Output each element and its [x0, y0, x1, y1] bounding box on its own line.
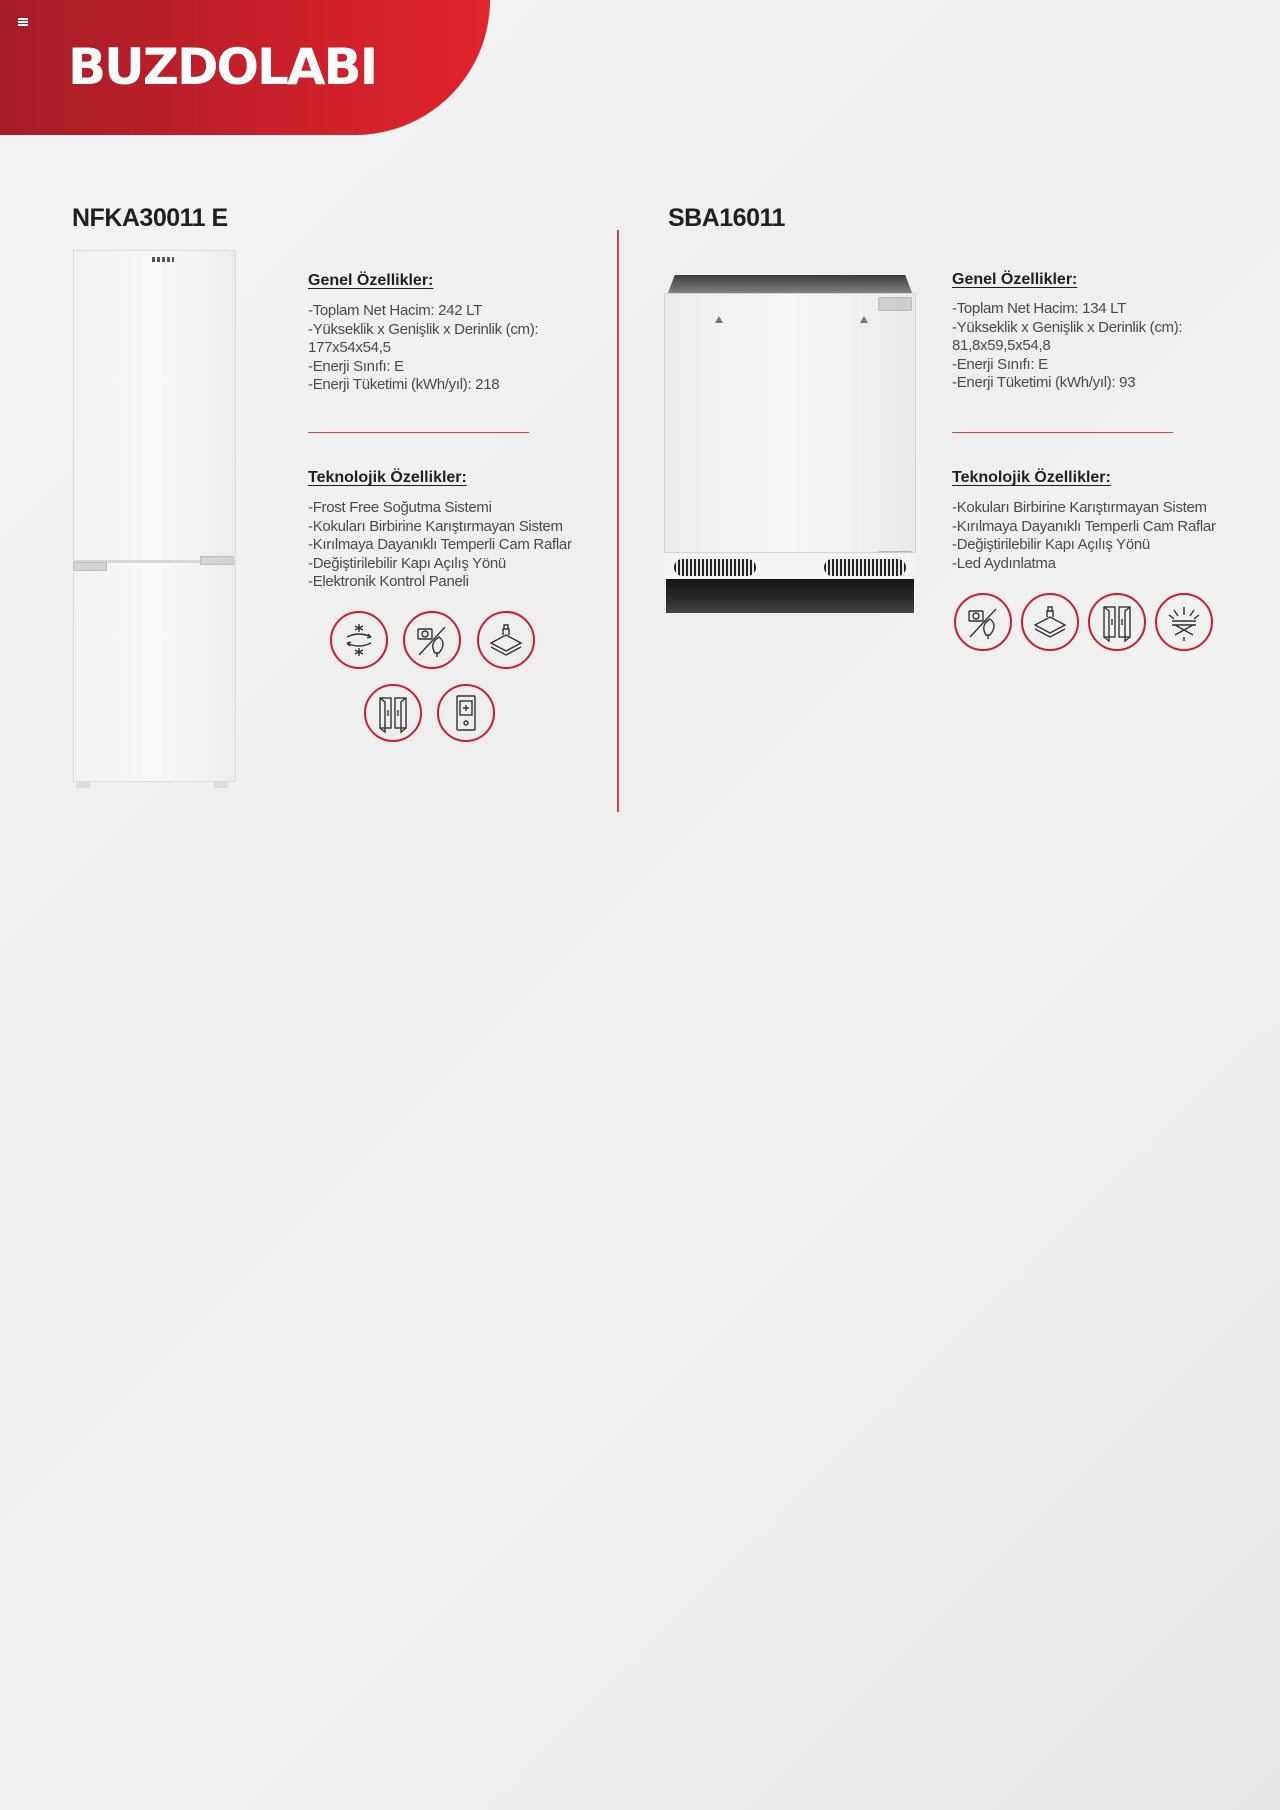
odor-separation-icon: [954, 593, 1012, 651]
spec-item: -Yükseklik x Genişlik x Derinlik (cm):: [308, 320, 539, 338]
product-model-1: NFKA30011 E: [72, 204, 228, 232]
spec-item: 177x54x54,5: [308, 339, 391, 356]
spec-item: -Enerji Sınıfı: E: [308, 357, 404, 375]
odor-separation-icon: [403, 611, 461, 669]
spec-item: -Kokuları Birbirine Karıştırmayan Sistem: [308, 517, 563, 535]
spec-item: -Led Aydınlatma: [952, 554, 1056, 572]
product-image-sba16011: [662, 275, 918, 638]
tempered-glass-shelf-icon: [1021, 593, 1079, 651]
spec-item: -Enerji Tüketimi (kWh/yıl): 93: [952, 374, 1136, 391]
spec-item: -Yükseklik x Genişlik x Derinlik (cm):: [952, 318, 1183, 336]
reversible-door-icon: [364, 684, 422, 742]
page-title: BUZDOLABI: [68, 38, 377, 96]
tempered-glass-shelf-icon: [477, 611, 535, 669]
header-banner: [0, 0, 490, 135]
spec-item: -Kırılmaya Dayanıklı Temperli Cam Raflar: [952, 517, 1216, 535]
spec-item: -Toplam Net Hacim: 242 LT: [308, 302, 482, 319]
hamburger-icon[interactable]: [18, 18, 28, 26]
spec-item: -Toplam Net Hacim: 134 LT: [952, 300, 1126, 317]
section-divider: [952, 432, 1173, 433]
spec-item: -Kokuları Birbirine Karıştırmayan Sistem: [952, 499, 1207, 516]
spec-item: -Elektronik Kontrol Paneli: [308, 573, 469, 590]
product-model-2: SBA16011: [668, 204, 785, 232]
section-divider: [308, 432, 529, 433]
general-features-list: [952, 300, 1182, 393]
product-image-nfka30011e: [73, 250, 236, 782]
tech-features-list: [308, 499, 572, 592]
led-lighting-icon: [1155, 593, 1213, 651]
spec-item: 81,8x59,5x54,8: [952, 337, 1051, 354]
column-divider: [617, 230, 619, 812]
spec-item: -Enerji Sınıfı: E: [952, 355, 1048, 373]
spec-item: -Değiştirilebilir Kapı Açılış Yönü: [952, 536, 1150, 553]
spec-item: -Değiştirilebilir Kapı Açılış Yönü: [308, 554, 506, 572]
spec-item: -Kırılmaya Dayanıklı Temperli Cam Raflar: [308, 536, 572, 553]
frost-free-icon: [330, 611, 388, 669]
tech-features-heading: Teknolojik Özellikler:: [308, 469, 467, 486]
general-features-heading: Genel Özellikler:: [308, 272, 434, 289]
general-features-heading: Genel Özellikler:: [952, 271, 1078, 288]
spec-item: -Enerji Tüketimi (kWh/yıl): 218: [308, 376, 500, 393]
tech-features-list: [952, 499, 1216, 573]
tech-features-heading: Teknolojik Özellikler:: [952, 469, 1111, 486]
reversible-door-icon: [1088, 593, 1146, 651]
electronic-control-icon: [437, 684, 495, 742]
general-features-list: [308, 302, 538, 395]
spec-item: -Frost Free Soğutma Sistemi: [308, 499, 492, 516]
